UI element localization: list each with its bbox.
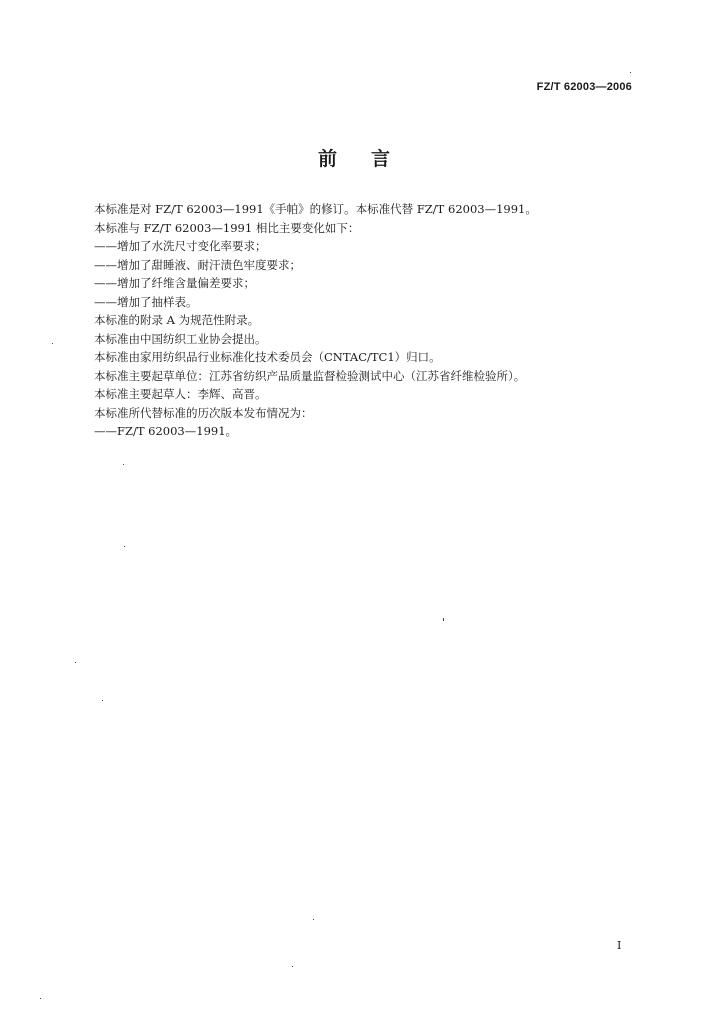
change-item: ——增加了抽样表。: [94, 294, 198, 309]
change-item: ——增加了甜睡液、耐汗渍色牢度要求；: [94, 257, 301, 272]
body-line: 本标准由家用纺织品行业标准化技术委员会（CNTAC/TC1）归口。: [94, 350, 441, 364]
scan-speck: [630, 72, 631, 73]
body-line: 本标准是对 FZ/T 62003—1991《手帕》的修订。本标准代替 FZ/T 62003—1991。: [94, 202, 537, 216]
body-line: 本标准与 FZ/T 62003—1991 相比主要变化如下：: [94, 220, 360, 235]
scan-speck: [292, 966, 293, 967]
page-title: 前言: [317, 148, 424, 170]
scan-speck: [313, 919, 314, 920]
scan-speck: [123, 464, 124, 465]
body-line: 本标准所代替标准的历次版本发布情况为：: [94, 405, 313, 420]
page-number: I: [617, 939, 622, 952]
change-item: ——增加了水洗尺寸变化率要求；: [94, 239, 267, 253]
scan-speck: [124, 546, 125, 547]
scan-speck: [40, 998, 41, 999]
scan-speck: [75, 662, 76, 663]
change-item: ——增加了纤维含量偏差要求；: [94, 276, 255, 290]
body-line: 本标准主要起草人：李辉、高晋。: [94, 387, 267, 401]
standard-code: FZ/T 62003—2006: [536, 81, 632, 93]
scan-speck: [443, 618, 444, 621]
foreword-body: [94, 200, 614, 441]
body-line: 本标准由中国纺织工业协会提出。: [94, 331, 267, 346]
history-item: ——FZ/T 62003—1991。: [94, 424, 238, 438]
body-line: 本标准的附录 A 为规范性附录。: [94, 313, 260, 327]
body-line: 本标准主要起草单位：江苏省纺织产品质量监督检验测试中心（江苏省纤维检验所）。: [94, 368, 526, 383]
scan-speck: [52, 343, 53, 344]
scan-speck: [102, 700, 103, 701]
